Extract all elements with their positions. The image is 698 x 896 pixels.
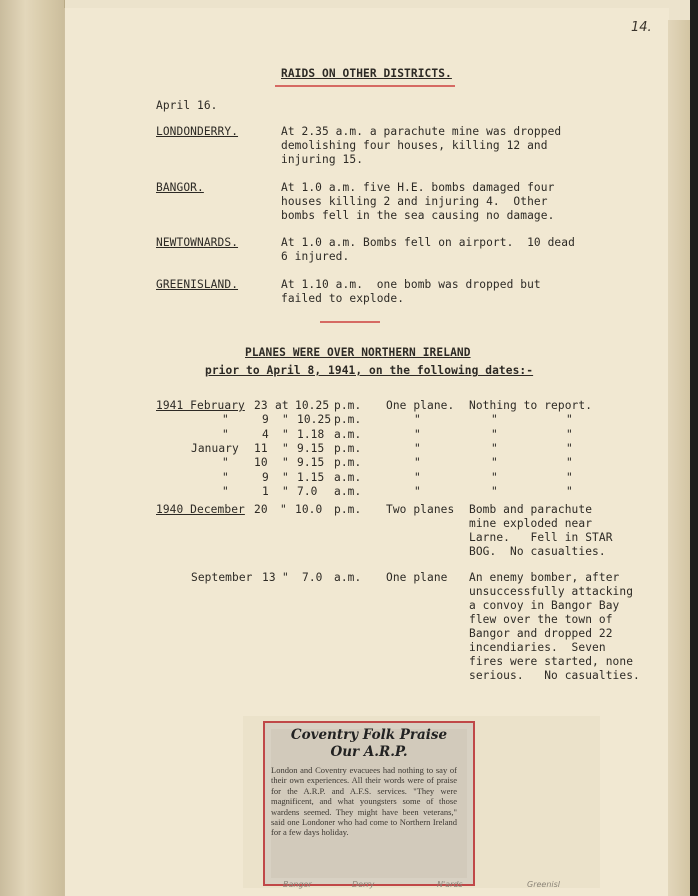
row-extra: " [566, 427, 573, 441]
row-extra: " [566, 470, 573, 484]
row-time: 7.0 [297, 484, 318, 498]
row-result-line: BOG. No casualties. [469, 545, 606, 558]
row-at: " [282, 413, 289, 427]
clipping-headline: Coventry Folk Praise [290, 727, 448, 743]
row-period: 1941 February [156, 399, 245, 412]
newspaper-clipping [263, 721, 475, 886]
row-at: " [282, 571, 289, 584]
row-result-line: mine exploded near [469, 517, 593, 530]
row-period: September [191, 571, 253, 584]
row-ampm: a.m. [334, 470, 362, 484]
row-result-line: flew over the town of [469, 613, 613, 626]
row-result: Nothing to report. [469, 399, 593, 412]
row-day: 23 [254, 399, 268, 412]
row-period: " [222, 470, 229, 484]
row-period: 1940 December [156, 503, 245, 516]
row-result-line: Bangor and dropped 22 [469, 627, 613, 640]
raid-line: injuring 15. [281, 153, 364, 166]
row-time: 9.15 [297, 456, 325, 470]
date-heading: April 16. [156, 99, 218, 112]
raid-place: GREENISLAND. [156, 278, 239, 291]
raid-line: At 1.0 a.m. five H.E. bombs damaged four [281, 181, 555, 194]
row-planes: " [414, 413, 421, 427]
raid-line: houses killing 2 and injuring 4. Other [281, 195, 548, 208]
row-time: 10.25 [295, 399, 330, 412]
raid-line: demolishing four houses, killing 12 and [281, 139, 548, 152]
row-period: January [191, 441, 239, 455]
row-at: at [275, 399, 289, 412]
planes-subheading: prior to April 8, 1941, on the following dates:- [205, 364, 534, 377]
row-planes: " [414, 484, 421, 498]
row-at: " [282, 484, 289, 498]
row-time: 9.15 [297, 441, 325, 455]
row-result-line: Larne. Fell in STAR [469, 531, 613, 544]
pencil-note: Derry [352, 880, 375, 889]
row-day: 13 [262, 571, 276, 584]
row-result-line: fires were started, none [469, 655, 634, 668]
pencil-note: N'ards [437, 880, 463, 889]
row-period: " [222, 484, 229, 498]
row-result: " [491, 456, 498, 470]
raid-line: 6 injured. [281, 250, 350, 263]
row-time: 10.0 [295, 503, 323, 516]
raid-place: NEWTOWNARDS. [156, 236, 239, 249]
row-planes: One plane. [386, 399, 455, 412]
raid-line: bombs fell in the sea causing no damage. [281, 209, 555, 222]
row-result-line: Bomb and parachute [469, 503, 593, 516]
row-result: " [491, 441, 498, 455]
row-period: " [222, 427, 229, 441]
row-planes: " [414, 427, 421, 441]
row-at: " [282, 456, 289, 470]
row-day: 9 [262, 413, 269, 427]
pencil-note: Bangor [283, 880, 312, 889]
raid-line: failed to explode. [281, 292, 405, 305]
row-time: 1.18 [297, 427, 325, 441]
row-ampm: a.m. [334, 484, 362, 498]
raid-line: At 2.35 a.m. a parachute mine was dropped [281, 125, 562, 138]
pencil-note: Greenisl [527, 880, 561, 889]
page-edge [668, 20, 690, 896]
row-at: " [282, 441, 289, 455]
row-ampm: p.m. [334, 399, 362, 412]
row-day: 10 [254, 456, 268, 470]
row-ampm: p.m. [334, 413, 362, 427]
row-extra: " [566, 456, 573, 470]
row-day: 20 [254, 503, 268, 516]
planes-heading: PLANES WERE OVER NORTHERN IRELAND [245, 346, 471, 359]
row-result-line: An enemy bomber, after [469, 571, 620, 584]
page-number: 14. [631, 20, 652, 35]
row-time: 1.15 [297, 470, 325, 484]
row-day: 1 [262, 484, 269, 498]
row-time: 7.0 [302, 571, 323, 584]
book-binding [0, 0, 65, 896]
row-extra: " [566, 413, 573, 427]
row-result: " [491, 470, 498, 484]
raid-line: At 1.10 a.m. one bomb was dropped but [281, 278, 541, 291]
book-cover-edge [690, 0, 698, 896]
raid-place: BANGOR. [156, 181, 204, 194]
row-extra: " [566, 484, 573, 498]
row-planes: " [414, 456, 421, 470]
row-period: " [222, 413, 229, 427]
row-at: " [282, 427, 289, 441]
row-ampm: a.m. [334, 571, 362, 584]
row-planes: " [414, 470, 421, 484]
row-day: 9 [262, 470, 269, 484]
clipping-headline: Our A.R.P. [330, 744, 408, 760]
row-result-line: incendiaries. Seven [469, 641, 606, 654]
row-period: " [222, 456, 229, 470]
raid-place: LONDONDERRY. [156, 125, 239, 138]
row-result-line: serious. No casualties. [469, 669, 640, 682]
row-day: 11 [254, 441, 268, 455]
row-ampm: p.m. [334, 503, 362, 516]
row-result-line: a convoy in Bangor Bay [469, 599, 620, 612]
row-time: 10.25 [297, 413, 332, 427]
row-planes: Two planes [386, 503, 455, 516]
row-ampm: p.m. [334, 456, 362, 470]
document-heading: RAIDS ON OTHER DISTRICTS. [281, 67, 452, 80]
row-result: " [491, 484, 498, 498]
row-ampm: p.m. [334, 441, 362, 455]
row-result: " [491, 427, 498, 441]
row-at: " [282, 470, 289, 484]
row-extra: " [566, 441, 573, 455]
raid-line: At 1.0 a.m. Bombs fell on airport. 10 dead [281, 236, 575, 249]
red-divider [320, 321, 380, 323]
clipping-body: London and Coventry evacuees had nothing to say of their own experiences. All their words were of praise for the A.R.P. and A.F.S. services. "They were magnificent, and what youngsters some of those wardens seemed. They might have been veterans," said one Londoner who had come to Northern Ireland for a few days holiday. [271, 765, 457, 838]
row-result: " [491, 413, 498, 427]
row-at: " [280, 503, 287, 516]
row-day: 4 [262, 427, 269, 441]
row-result-line: unsuccessfully attacking [469, 585, 634, 598]
red-underline [275, 85, 455, 87]
row-ampm: a.m. [334, 427, 362, 441]
row-planes: One plane [386, 571, 448, 584]
row-planes: " [414, 441, 421, 455]
